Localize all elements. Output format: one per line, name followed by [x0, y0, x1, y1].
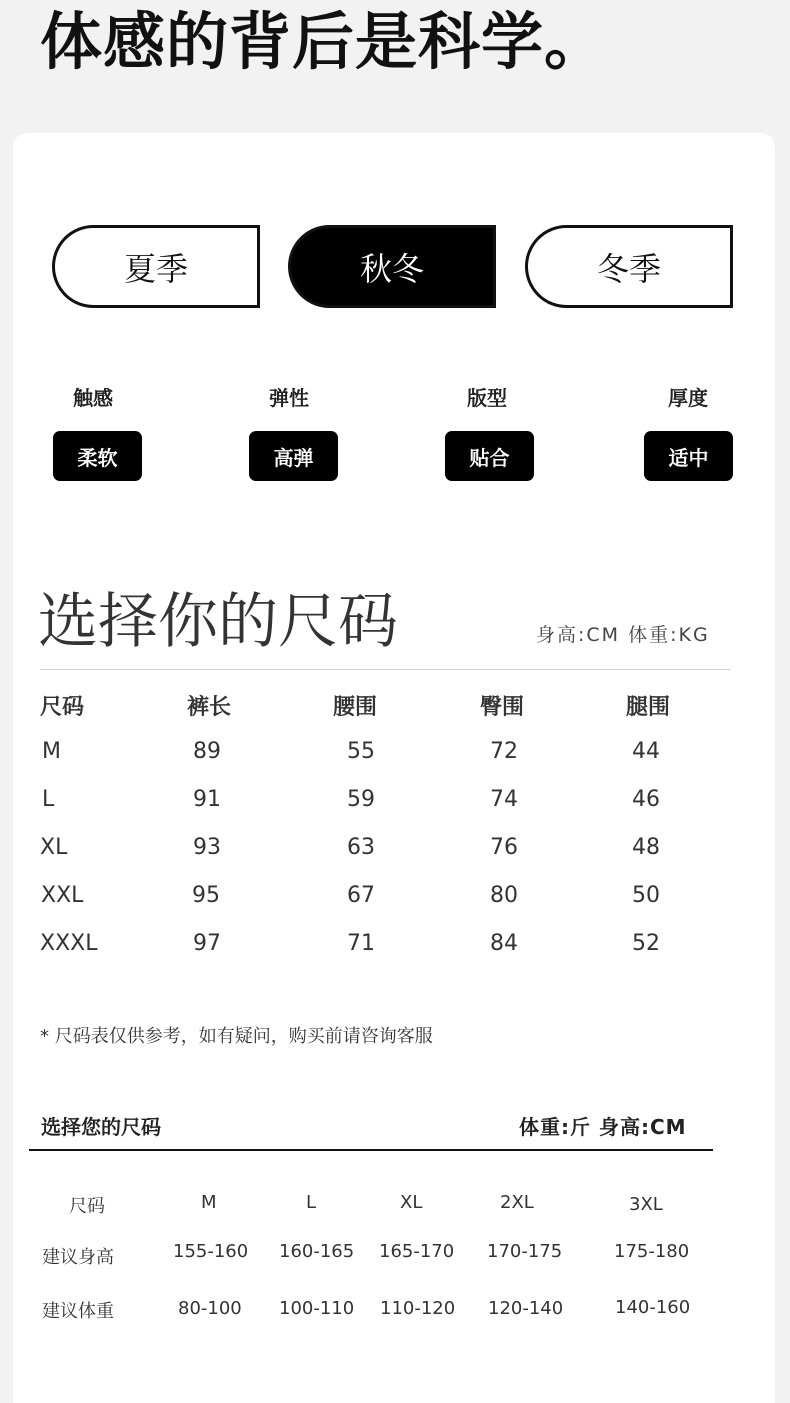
recommend-cell: 110-120 [380, 1298, 456, 1319]
size-table-cell: 63 [347, 835, 375, 860]
size-table-cell: 52 [632, 931, 660, 956]
size-table-cell: 59 [347, 787, 375, 812]
recommend-header-cell: 尺码 [69, 1196, 105, 1217]
recommend-row-label: 建议身高 [42, 1247, 114, 1268]
size-units: 身高:CM 体重:KG [536, 624, 710, 646]
size-table-header: 腰围 [333, 695, 378, 720]
attr-badge-thickness: 适中 [644, 431, 733, 481]
recommend-cell: 80-100 [178, 1298, 242, 1319]
size-table-cell: 91 [193, 787, 221, 812]
size-table-cell: XXXL [40, 931, 98, 956]
size-table-cell: 50 [632, 883, 660, 908]
size-table-header: 尺码 [40, 695, 85, 720]
attr-label-thickness: 厚度 [668, 386, 708, 410]
size-table-cell: 84 [490, 931, 518, 956]
tab-summer[interactable]: 夏季 [52, 225, 260, 308]
size-table-cell: 46 [632, 787, 660, 812]
divider [40, 669, 730, 670]
size-table-header: 腿围 [626, 695, 671, 720]
recommend-cell: 120-140 [488, 1298, 564, 1319]
recommend-cell: 160-165 [279, 1241, 355, 1262]
divider [29, 1149, 713, 1151]
recommend-header-cell: 3XL [629, 1194, 663, 1215]
attr-badge-fit: 贴合 [445, 431, 534, 481]
attr-badge-elasticity: 高弹 [249, 431, 338, 481]
recommend-header-cell: XL [400, 1192, 423, 1213]
size-table-cell: 89 [193, 739, 221, 764]
size-table-cell: 72 [490, 739, 518, 764]
recommend-cell: 155-160 [173, 1241, 249, 1262]
size-section-title: 选择你的尺码 [38, 587, 398, 657]
size-table-cell: 76 [490, 835, 518, 860]
recommend-units: 体重:斤 身高:CM [519, 1115, 687, 1139]
recommend-title: 选择您的尺码 [41, 1115, 161, 1139]
tab-autumn-winter[interactable]: 秋冬 [288, 225, 496, 308]
size-table-cell: L [42, 787, 55, 812]
size-table-cell: 97 [193, 931, 221, 956]
size-table-cell: 80 [490, 883, 518, 908]
size-table-cell: 74 [490, 787, 518, 812]
size-table-cell: M [42, 739, 61, 764]
size-table-header: 臀围 [480, 695, 525, 720]
page-headline: 体感的背后是科学。 [40, 5, 608, 78]
size-disclaimer: * 尺码表仅供参考，如有疑问，购买前请咨询客服 [40, 1026, 433, 1047]
size-table-cell: 67 [347, 883, 375, 908]
size-table-cell: 95 [192, 883, 220, 908]
recommend-header-cell: 2XL [500, 1192, 534, 1213]
size-table-cell: 71 [347, 931, 375, 956]
recommend-cell: 140-160 [615, 1297, 691, 1318]
attr-label-elasticity: 弹性 [269, 386, 309, 410]
attr-label-fit: 版型 [467, 386, 507, 410]
recommend-cell: 100-110 [279, 1298, 355, 1319]
size-table-cell: 55 [347, 739, 375, 764]
size-table-cell: 48 [632, 835, 660, 860]
size-table-header: 裤长 [187, 695, 232, 720]
size-table-cell: XXL [41, 883, 84, 908]
recommend-cell: 175-180 [614, 1241, 690, 1262]
recommend-header-cell: M [201, 1192, 217, 1213]
size-table-cell: 93 [193, 835, 221, 860]
recommend-header-cell: L [306, 1192, 317, 1213]
size-table-cell: XL [40, 835, 68, 860]
attr-badge-touch: 柔软 [53, 431, 142, 481]
size-table-cell: 44 [632, 739, 660, 764]
recommend-cell: 165-170 [379, 1241, 455, 1262]
tab-winter[interactable]: 冬季 [525, 225, 733, 308]
attr-label-touch: 触感 [73, 386, 113, 410]
recommend-row-label: 建议体重 [42, 1301, 114, 1322]
recommend-cell: 170-175 [487, 1241, 563, 1262]
